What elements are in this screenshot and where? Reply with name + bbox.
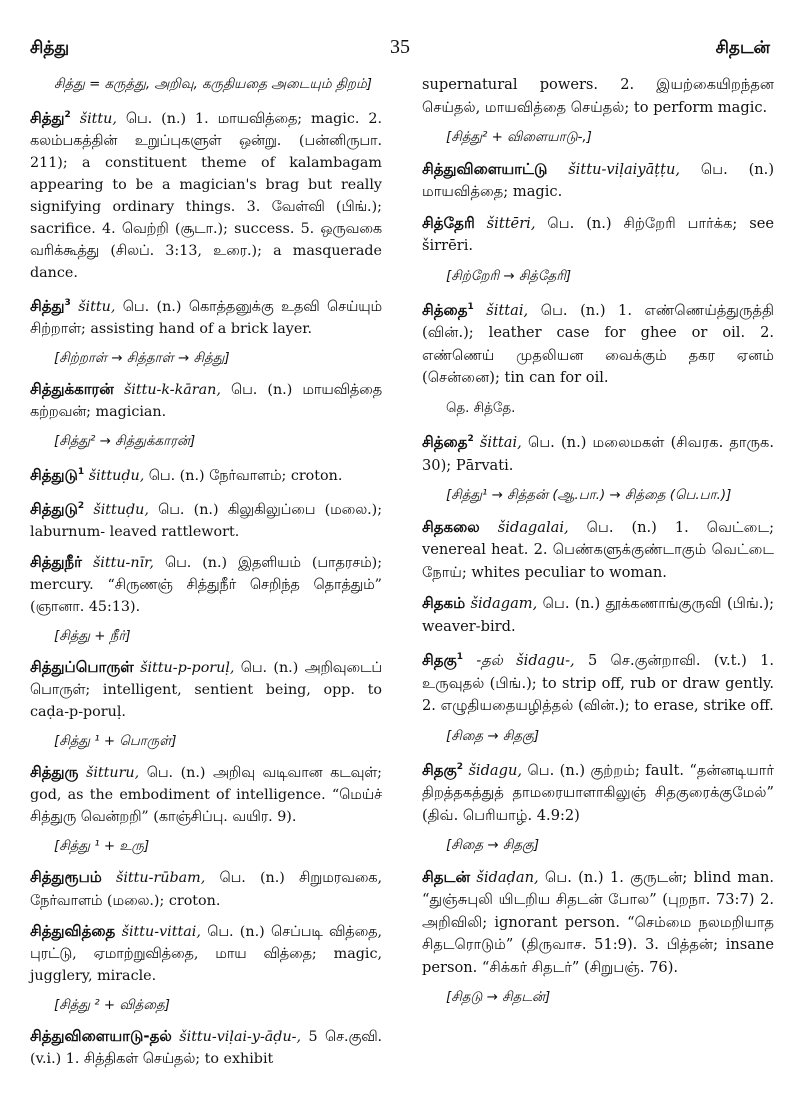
dictionary-entry <box>30 866 382 911</box>
homonym-number: 2 <box>467 434 474 445</box>
etymology-note: [சிற்றாள் → சித்தாள் → சித்து] <box>54 351 230 367</box>
left-column <box>30 74 382 1078</box>
guide-word-right: சிதடன் <box>715 38 770 58</box>
transliteration: šittu, <box>78 298 116 315</box>
entry-definition: பெ. (n.) சிறுமரவகை, நேர்வாளம் (மலை.); croton. <box>30 870 382 909</box>
dictionary-entry <box>422 158 774 204</box>
entry-definition: பெ. (n.) 1. வெட்டை; venereal heat. 2. பெண்களுக்குண்டாகும் வெட்டை நோய்; whites peculiar to woman. <box>422 518 775 581</box>
dictionary-entry <box>422 516 774 585</box>
transliteration: šittēri, <box>486 214 536 232</box>
entry-headword: சிதகு <box>422 760 457 779</box>
homonym-number: 1 <box>456 652 464 663</box>
transliteration: šidagalai, <box>497 518 569 536</box>
entry-headword: சிதடன் <box>422 867 471 886</box>
entry-definition: பெ. (n.) தூக்கணாங்குருவி (பிங்.); weaver-bird. <box>422 595 774 635</box>
etymology-note: சித்து = கருத்து, அறிவு, கருதியதை அடையும் திறம்] <box>54 77 372 92</box>
homonym-number: 3 <box>64 298 71 309</box>
dictionary-entry <box>30 461 382 487</box>
entry-headword: சித்து <box>30 296 65 315</box>
entry-headword: சித்தேரி <box>422 213 475 232</box>
transliteration: šittu-viḷai-y-āḍu-, <box>179 1028 302 1045</box>
dictionary-entry <box>422 592 774 638</box>
etymology-note: [சிற்றேரி → சித்தேரி] <box>446 268 572 284</box>
entry-headword: சித்துவிளையாட்டு <box>422 159 548 178</box>
etymology-note: [சித்து ¹ + உரு] <box>54 839 150 855</box>
transliteration: -தல் šidagu-, <box>476 652 575 670</box>
etymology-note: [சித்து² → சித்துக்காரன்] <box>54 434 196 450</box>
homonym-number: 2 <box>77 501 85 512</box>
entry-definition: பெ. (n.) 1. மாயவித்தை; magic. 2. கலம்பகத்தின் உறுப்புகளுள் ஒன்று. (பன்னிருபா. 211); a constituent theme of kalambagam appearing to be a magician's brag but really signifying ordinary things. 3. வேள்வி (பிங்.); sacrifice. 4. வெற்றி (சூடா.); success. 5. ஒருவகை வரிக்கூத்து (சிலப். 3:13, உரை.); a masquerade dance. <box>30 110 383 282</box>
entry-definition: பெ. (n.) சிற்றேரி பார்க்க; see širrēri. <box>422 214 775 254</box>
dictionary-entry <box>30 104 382 284</box>
entry-headword: சித்துக்காரன் <box>30 380 114 399</box>
transliteration: šidagu, <box>468 761 523 779</box>
dictionary-entry <box>422 866 774 980</box>
transliteration: šittu-p-poruḷ, <box>140 660 235 677</box>
entry-definition: பெ. (n.) குற்றம்; fault. “தன்னடியார் திறத்தகத்துத் தாமரையாளாகிலுஞ் சிதகுரைக்குமேல்” (திவ். பெரியாழ். 4.9:2) <box>422 761 775 824</box>
transliteration: šittu-rūbam, <box>116 870 206 887</box>
transliteration: šittu-nīr, <box>92 554 154 571</box>
entry-definition: பெ. (n.) மாயவித்தை கற்றவன்; magician. <box>30 382 383 421</box>
entry-headword: சித்துடு <box>30 499 78 518</box>
entry-continuation: supernatural powers. 2. இயற்கையிறந்தன செய்தல், மாயவித்தை செய்தல்; to perform magic. <box>422 76 774 116</box>
etymology-note: [சிதை → சிதகு] <box>446 728 540 744</box>
entry-definition: பெ. (n.) அறிவு வடிவான கடவுள்; god, as the embodiment of intelligence. “மெய்ச் சித்துரு வென்றறி” (காஞ்சிப்பு. வயிர. 9). <box>30 765 382 826</box>
entry-headword: சித்துரு <box>30 763 79 782</box>
etymology-note: [சித்து² + விளையாடு-,] <box>446 130 592 145</box>
etymology-note: [சித்து ² + வித்தை] <box>54 997 170 1013</box>
dictionary-entry <box>422 296 774 390</box>
guide-word-left: சித்து <box>30 38 70 58</box>
entry-definition: 5 செ.குவி. (v.i.) 1. சித்திகள் செய்தல்; to exhibit <box>30 1028 382 1067</box>
etymology-note: [சிதை → சிதகு] <box>446 838 540 854</box>
dictionary-entry <box>30 761 382 828</box>
dictionary-entry <box>422 646 774 717</box>
transliteration: šittu, <box>79 110 117 127</box>
transliteration: šittuḍu, <box>88 468 145 484</box>
dictionary-entry <box>422 212 774 258</box>
entry-definition: பெ. (n.) மலைமகள் (சிவரக. தாருக. 30); Pārvati. <box>422 434 774 474</box>
entry-definition: பெ. (n.) மாயவித்தை; magic. <box>422 160 775 200</box>
homonym-number: 1 <box>467 302 474 312</box>
dictionary-entry <box>30 920 382 987</box>
dictionary-entry <box>30 1025 382 1070</box>
entry-headword: சித்துநீர் <box>30 552 82 571</box>
transliteration: šittuḍu, <box>93 501 149 518</box>
entry-definition: 5 செ.குன்றாவி. (v.t.) 1. உருவுதல் (பிங்.); to strip off, rub or draw gently. 2. எழுதியதையழித்தல் (வின்.); to erase, strike off. <box>422 652 775 715</box>
transliteration: šidagam, <box>470 595 538 613</box>
page-header <box>30 38 770 68</box>
entry-headword: சிதகலை <box>422 517 480 536</box>
entry-headword: சித்தை <box>422 433 468 452</box>
entry-definition: பெ. (n.) 1. எண்ணெய்த்துருத்தி (வின்.); leather case for ghee or oil. 2. எண்ணெய் முதலியன வைக்கும் தகர ஏனம் (சென்னை); tin can for oil. <box>422 301 775 387</box>
etymology-note: [சித்து ¹ + பொருள்] <box>54 734 177 750</box>
entry-definition: பெ. (n.) 1. குருடன்; blind man. “துஞ்சுபுலி யிடறிய சிதடன் போல” (புறநா. 73:7) 2. அறிவிலி; ignorant person. “செம்மை நலமறியாத சிதடரொடும்” (திருவாச. 51:9). 3. பித்தன்; insane person. “சிக்கர் சிதடர்” (சிறுபஞ். 76). <box>422 868 774 976</box>
cognate-note: தெ. சித்தே. <box>446 400 516 416</box>
homonym-number: 2 <box>456 762 464 773</box>
homonym-number: 1 <box>77 467 85 478</box>
right-column <box>422 74 774 1018</box>
etymology-note: [சித்து + நீர்] <box>54 629 131 645</box>
entry-headword: சிதகு <box>422 651 457 670</box>
dictionary-entry <box>30 551 382 618</box>
transliteration: šittai, <box>479 434 522 452</box>
entry-definition: பெ. (n.) அறிவுடைப் பொருள்; intelligent, sentient being, opp. to caḍa-p-poruḷ. <box>30 660 383 721</box>
entry-definition: பெ. (n.) செப்படி வித்தை, புரட்டு, ஏமாற்றுவித்தை, மாய வித்தை; magic, jugglery, miracle. <box>30 923 382 984</box>
transliteration: šitturu, <box>85 765 140 782</box>
dictionary-entry <box>30 495 382 543</box>
transliteration: šittu-k-kāran, <box>123 382 221 399</box>
page-number: 35 <box>390 36 410 58</box>
entry-definition: பெ. (n.) கிலுகிலுப்பை (மலை.); laburnum- leaved rattlewort. <box>30 501 383 540</box>
entry-headword: சித்துவிளையாடு-தல் <box>30 1026 172 1045</box>
entry-headword: சித்துப்பொருள் <box>30 658 134 677</box>
dictionary-entry <box>30 656 382 723</box>
entry-headword: சித்துரூபம் <box>30 868 102 887</box>
entry-headword: சித்தை <box>422 300 468 319</box>
etymology-note: [சித்து¹ → சித்தன் (ஆ.பா.) → சித்தை (பெ.பா.)] <box>446 488 732 504</box>
entry-definition: பெ. (n.) கொத்தனுக்கு உதவி செய்யும் சிற்றாள்; assisting hand of a brick layer. <box>30 298 383 337</box>
entry-headword: சிதகம் <box>422 594 466 613</box>
entry-definition: பெ. (n.) இதளியம் (பாதரசம்); mercury. “சிருணஞ் சித்துநீர் செறிந்த தொத்தும்” (ஞானா. 45:13). <box>30 554 383 615</box>
entry-headword: சித்துவித்தை <box>30 921 116 940</box>
transliteration: šittu-viḷaiyāṭṭu, <box>568 160 681 178</box>
etymology-note: [சிதடு → சிதடன்] <box>446 990 551 1006</box>
dictionary-entry <box>422 756 774 827</box>
transliteration: šidaḍan, <box>476 868 539 886</box>
entry-headword: சித்துடு <box>30 466 78 484</box>
dictionary-entry <box>30 378 382 423</box>
homonym-number: 2 <box>64 110 71 121</box>
entry-definition: பெ. (n.) நேர்வாளம்; croton. <box>148 468 343 484</box>
transliteration: šittu-vittai, <box>121 923 201 940</box>
entry-headword: சித்து <box>30 108 65 127</box>
dictionary-entry <box>422 428 774 477</box>
dictionary-entry <box>30 292 382 340</box>
transliteration: šittai, <box>486 301 529 319</box>
